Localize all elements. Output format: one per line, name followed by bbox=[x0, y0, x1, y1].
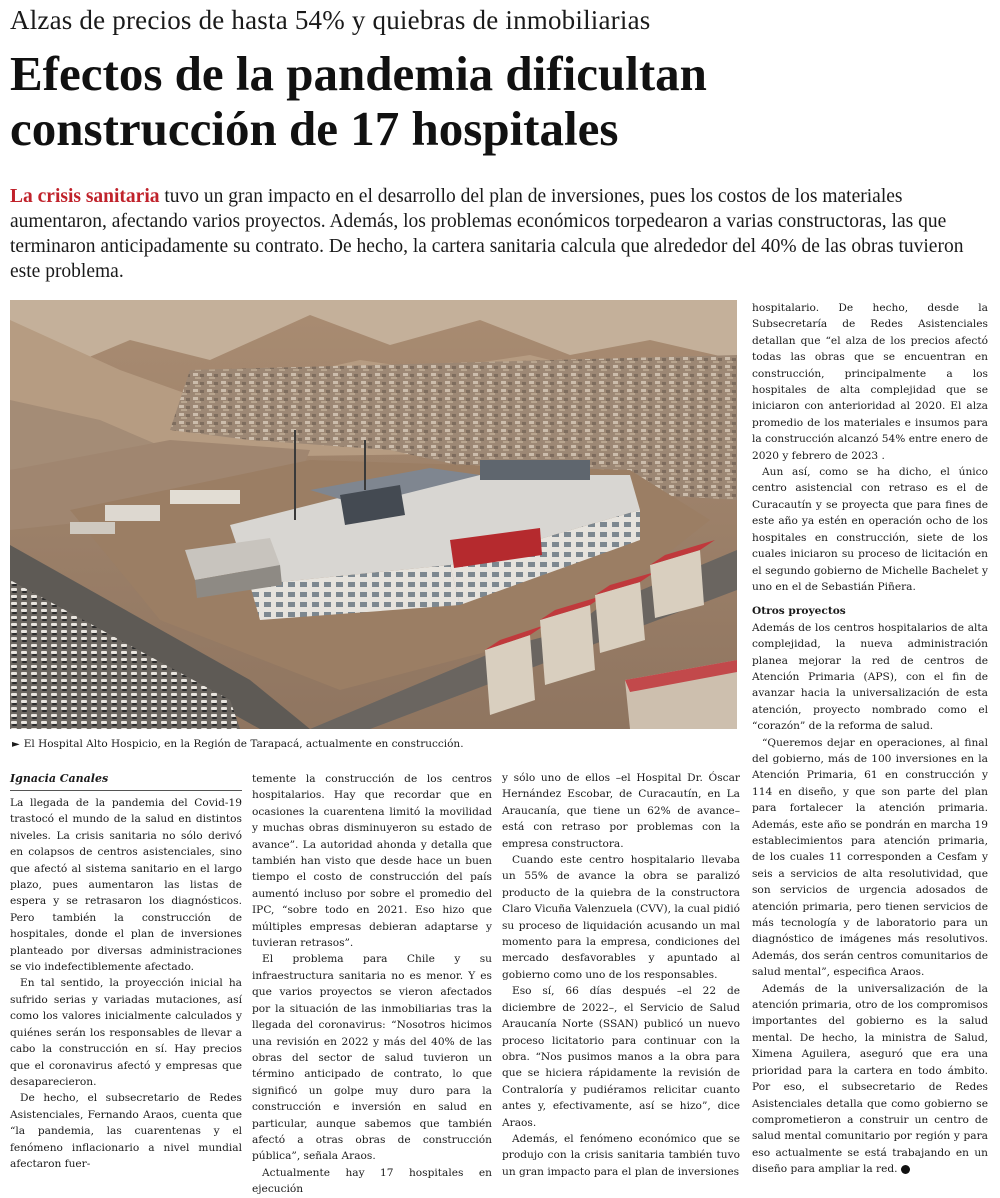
end-mark-icon bbox=[901, 1165, 910, 1174]
subheading-otros-proyectos: Otros proyectos bbox=[752, 605, 846, 618]
paragraph: “Queremos dejar en operaciones, al final del gobierno, más de 100 inversiones en la Atención Primaria, 61 en construcción y 114 en diseño, y que son parte del plan para fortalecer la atención primaria. Además, este año se pondrán en marcha 19 establecimientos para atención primaria, de los cuales 11 corresponden a Cesfam y seis a servicios de alta resolutividad, que son servicios de urgencia adosados de atención primaria, pero tienen servicios de más tecnología y de laboratorio para un diagnóstico de imágenes más resolutivos. Además, dos serán centros comunitarios de salud mental”, especifica Araos. bbox=[752, 736, 988, 979]
caption-text: El Hospital Alto Hospicio, en la Región de Tarapacá, actualmente en construcción. bbox=[23, 738, 464, 750]
headline-line-2: construcción de 17 hospitales bbox=[10, 101, 619, 156]
hospital-construction-illustration bbox=[10, 300, 737, 729]
paragraph: De hecho, el subsecretario de Redes Asistenciales, Fernando Araos, cuenta que “la pandemia, las cuarentenas y el fenómeno inflacionario a nivel mundial afectaron fuer- bbox=[10, 1092, 242, 1170]
photo-caption bbox=[12, 736, 737, 753]
column-3 bbox=[502, 770, 740, 1180]
paragraph: hospitalario. De hecho, desde la Subsecretaría de Redes Asistenciales detallan que “el alza de los precios afectó todas las obras que se encuentran en construcción, principalmente a los hospitales de alta complejidad que se iniciaron con anterioridad al 2020. El alza promedio de los materiales e insumos para la construcción alcanzó 54% entre enero de 2020 y febrero de 2023 . bbox=[752, 302, 988, 462]
paragraph: temente la construcción de los centros hospitalarios. Hay que recordar que en ocasiones la cuarentena limitó la movilidad y muchas obras disminuyeron su estado de avance”. La autoridad ahonda y detalla que también han visto que desde hace un buen tiempo el costo de construcción del país aumentó incluso por sobre el promedio del IPC, “sobre todo en 2021. Eso hizo que múltiples empresas debieran adaptarse y tuvieran retrasos”. bbox=[252, 773, 492, 950]
hospital-photo bbox=[10, 300, 737, 729]
paragraph: El problema para Chile y su infraestructura sanitaria no es menor. Y es que varios proyectos se vieron afectados por la situación de las inmobiliarias tras la llegada del coronavirus: “Nosotros hicimos una revisión en 2022 y más del 40% de las obras del sector de salud tuvieron un término anticipado de contrato, lo que significó un golpe muy duro para la construcción e inversión en salud en particular, aunque sabemos que también afectó a otras obras de construcción pública”, señala Araos. bbox=[252, 953, 492, 1163]
lead-text: tuvo un gran impacto en el desarrollo del plan de inversiones, pues los costos de los materiales aumentaron, afectando varios proyectos. Además, los problemas económicos torpedearon a varias constructoras, las que terminaron anticipadamente su contrato. De hecho, la cartera sanitaria calcula que alrededor del 40% de las obras tuvieron este problema. bbox=[10, 186, 964, 282]
headline-line-1: Efectos de la pandemia dificultan bbox=[10, 46, 707, 101]
byline: Ignacia Canales bbox=[10, 771, 242, 791]
paragraph: Cuando este centro hospitalario llevaba un 55% de avance la obra se paralizó producto de la quiebra de la constructora Claro Vicuña Valenzuela (CVV), la cual pidió su proceso de liquidación acusando un mal momento para la empresa, condiciones del mercado desfavorables y apuntado al gobierno como uno de los responsables. bbox=[502, 854, 740, 981]
paragraph: Además de los centros hospitalarios de alta complejidad, la nueva administración planea mejorar la red de centros de Atención Primaria (APS), con el fin de avanzar hacia la universalización de esta atención, proyecto nombrado como el “corazón” de la reforma de salud. bbox=[752, 621, 988, 733]
paragraph: Eso sí, 66 días después –el 22 de diciembre de 2022–, el Servicio de Salud Araucanía Norte (SSAN) publicó un nuevo proceso licitatorio para continuar con la obra. “Nos pusimos manos a la obra para que se hiciera rápidamente la revisión de Contraloría y pudiéramos relicitar cuanto antes y, efectivamente, así se hizo”, dice Araos. bbox=[502, 985, 740, 1129]
paragraph: La llegada de la pandemia del Covid-19 trastocó el mundo de la salud en distintos niveles. La crisis sanitaria no sólo derivó en colapsos de centros asistenciales, sino que afectó al sistema sanitario en el largo plazo, pues aumentaron las listas de espera y se retrasaron los diagnósticos. Pero también la construcción de hospitales, donde el plan de inversiones planteado por diversas administraciones se vio indefectiblemente afectado. bbox=[10, 797, 242, 974]
column-2 bbox=[252, 771, 492, 1198]
column-1 bbox=[10, 771, 242, 1172]
caption-arrow-icon: ► bbox=[12, 739, 20, 750]
paragraph: Aun así, como se ha dicho, el único centro asistencial con retraso es el de Curacautín y se proyecta que para fines de este año ya estén en operación ocho de los hospitales en construcción, siete de los cuales iniciaron su proceso de licitación en el segundo gobierno de Michelle Bachelet y uno en el de Sebastián Piñera. bbox=[752, 466, 988, 593]
headline bbox=[10, 46, 990, 156]
lead-highlight: La crisis sanitaria bbox=[10, 186, 160, 207]
kicker: Alzas de precios de hasta 54% y quiebras de inmobiliarias bbox=[10, 5, 651, 35]
paragraph bbox=[752, 981, 988, 1178]
paragraph-text: Además de la universalización de la atención primaria, otro de los compromisos importantes del gobierno es la salud mental. De hecho, la ministra de Salud, Ximena Aguilera, aseguró que era una prioridad para la cartera en todo ámbito. Por eso, el subsecretario de Redes Asistenciales detalla que como gobierno se comprometieron a construir un centro de salud mental comunitario por región y para eso actualmente se está trabajando en un diseño para ampliar la red. bbox=[752, 982, 988, 1176]
lead-paragraph bbox=[10, 184, 970, 284]
paragraph: En tal sentido, la proyección inicial ha sufrido serias y variadas mutaciones, así como los valores inicialmente calculados y quiénes serán los responsables de llevar a cabo la construcción en sí. Hay precios que el coronavirus afectó y empresas que desaparecieron. bbox=[10, 977, 242, 1088]
paragraph: y sólo uno de ellos –el Hospital Dr. Óscar Hernández Escobar, de Curacautín, en La Araucanía, que tiene un 62% de avance– está con retraso por problemas con la empresa constructora. bbox=[502, 772, 740, 850]
column-4 bbox=[752, 300, 988, 1178]
paragraph: Además, el fenómeno económico que se produjo con la crisis sanitaria también tuvo un gran impacto para el plan de inversiones bbox=[502, 1132, 740, 1178]
paragraph: Actualmente hay 17 hospitales en ejecución bbox=[252, 1166, 492, 1196]
